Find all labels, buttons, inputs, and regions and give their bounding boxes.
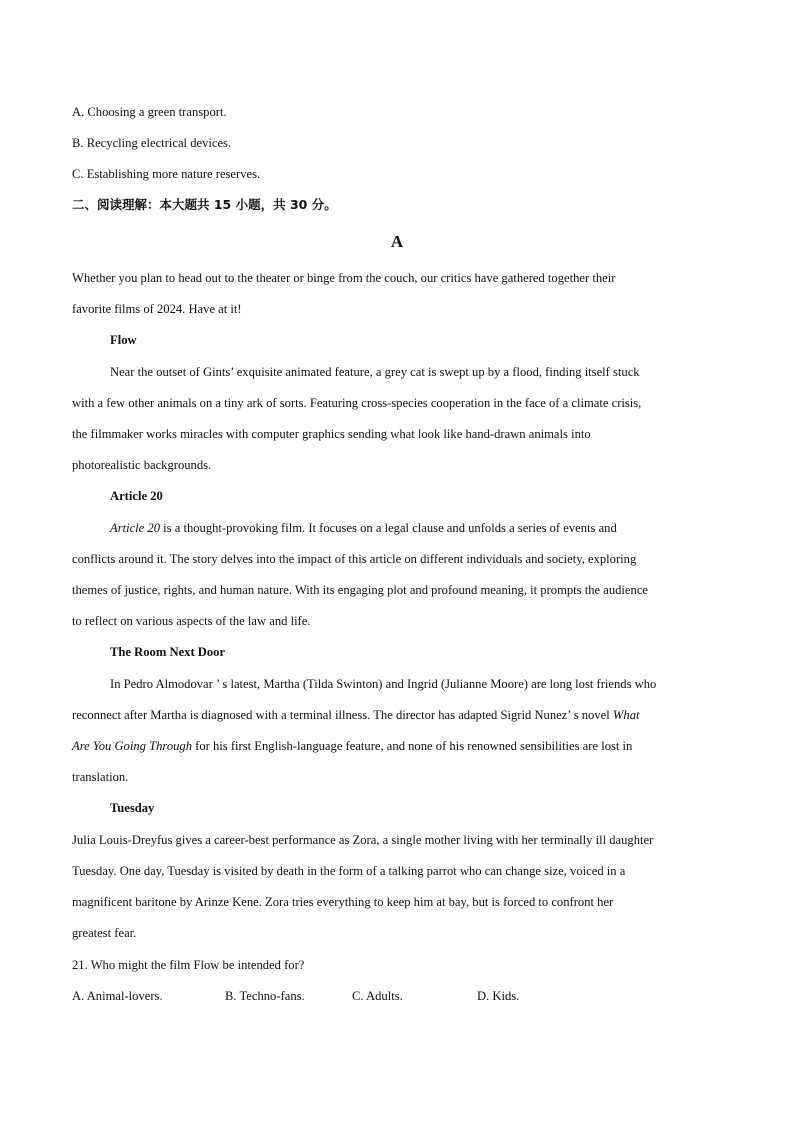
room-line-2 — [72, 707, 640, 723]
room-line-4: translation. — [72, 770, 129, 784]
tuesday-line-3: magnificent baritone by Arinze Kene. Zora tries everything to keep him at bay, but is forced to confront her — [72, 895, 614, 909]
room-line-1: In Pedro Almodovar ’ s latest, Martha (Tilda Swinton) and Ingrid (Julianne Moore) are long lost friends who — [110, 677, 657, 691]
article20-line-3: themes of justice, rights, and human nature. With its engaging plot and profound meaning, it prompts the audience — [72, 583, 648, 597]
intro-line-1: Whether you plan to head out to the theater or binge from the couch, our critics have gathered together their — [72, 271, 616, 285]
room-line-3-text: for his first English-language feature, and none of his renowned sensibilities are lost in — [192, 739, 633, 753]
room-line-2-text: reconnect after Martha is diagnosed with a terminal illness. The director has adapted Sigrid Nunez’ s novel — [72, 708, 613, 722]
room-line-3 — [72, 738, 632, 754]
flow-line-1: Near the outset of Gints’ exquisite animated feature, a grey cat is swept up by a flood, finding itself stuck — [110, 365, 640, 379]
tuesday-line-2: Tuesday. One day, Tuesday is visited by death in the form of a talking parrot who can change size, voiced in a — [72, 864, 626, 878]
article20-italic-title: Article 20 — [110, 521, 161, 535]
article20-line-1-text: is a thought-provoking film. It focuses on a legal clause and unfolds a series of events and — [160, 521, 617, 535]
question-21: 21. Who might the film Flow be intended for? — [72, 958, 305, 972]
flow-line-4: photorealistic backgrounds. — [72, 458, 212, 472]
flow-line-3: the filmmaker works miracles with computer graphics sending what look like hand-drawn animals into — [72, 427, 591, 441]
article20-line-1 — [110, 520, 617, 536]
prev-option-a: A. Choosing a green transport. — [72, 105, 227, 119]
room-novel-title-part1: What — [612, 708, 640, 722]
flow-line-2: with a few other animals on a tiny ark of sorts. Featuring cross-species cooperation in the face of a climate crisis, — [72, 396, 642, 410]
section-header: 二、阅读理解：本大题共 15 小题，共 30 分。 — [72, 197, 337, 212]
tuesday-line-4: greatest fear. — [72, 926, 137, 940]
answer-option-b[interactable]: B. Techno-fans. — [225, 989, 305, 1003]
article20-line-2: conflicts around it. The story delves into the impact of this article on different individuals and society, exploring — [72, 552, 637, 566]
room-novel-title-part2: Are You Going Through — [72, 739, 193, 753]
film-title-room: The Room Next Door — [110, 645, 226, 659]
film-title-flow: Flow — [110, 333, 137, 347]
film-title-tuesday: Tuesday — [110, 801, 155, 815]
film-title-article20: Article 20 — [110, 489, 163, 503]
intro-line-2: favorite films of 2024. Have at it! — [72, 302, 242, 316]
prev-option-c: C. Establishing more nature reserves. — [72, 167, 261, 181]
prev-option-b: B. Recycling electrical devices. — [72, 136, 232, 150]
passage-label: A — [390, 232, 404, 251]
answer-option-d[interactable]: D. Kids. — [477, 989, 520, 1003]
article20-line-4: to reflect on various aspects of the law and life. — [72, 614, 311, 628]
tuesday-line-1: Julia Louis-Dreyfus gives a career-best performance as Zora, a single mother living with her terminally ill daughter — [72, 833, 654, 847]
answer-option-a[interactable]: A. Animal-lovers. — [72, 989, 163, 1003]
answer-option-c[interactable]: C. Adults. — [352, 989, 403, 1003]
